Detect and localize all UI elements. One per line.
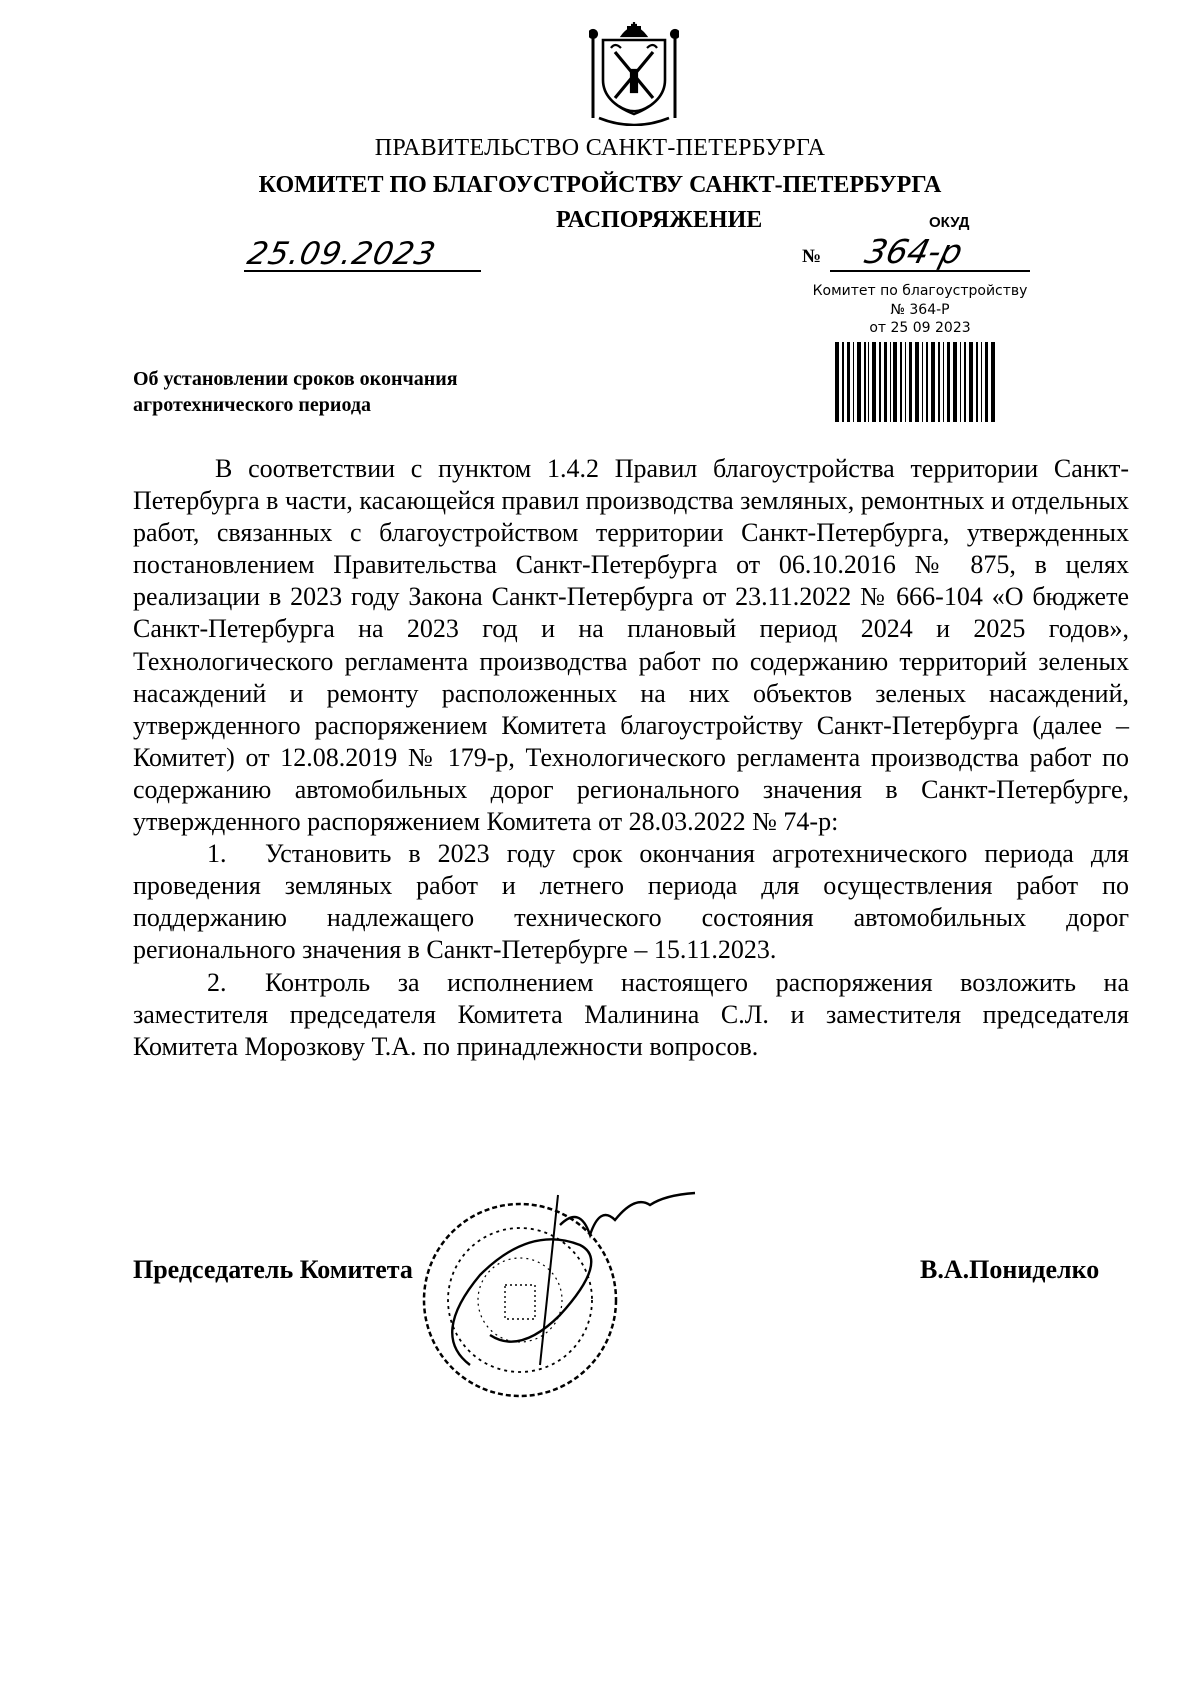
government-name: ПРАВИТЕЛЬСТВО САНКТ-ПЕТЕРБУРГА (374, 135, 826, 161)
number-sign: № (802, 246, 822, 267)
item-number: 2. (207, 967, 227, 997)
preamble-paragraph: В соответствии с пунктом 1.4.2 Правил благоустройства территории Санкт-Петербурга в части, касающейся правил производства земляных, ремонтных и отдельных работ, связанных с благоустройством территории Санкт-Петербурга, утвержденных постановлением Правительства Санкт-Петербурга от 06.10.2016 № 875, в целях реализации в 2023 году Закона Санкт-Петербурга от 23.11.2022 № 666-104 «О бюджете Санкт-Петербурга на 2023 год и на плановый период 2024 и 2025 годов», Технологического регламента производства работ по содержанию территорий зеленых насаждений и ремонту расположенных на них объектов зеленых насаждений, утвержденного распоряжением Комитета благоустройству Санкт-Петербурга (далее – Комитет) от 12.08.2019 № 179-р, Технологического регламента производства работ по содержанию автомобильных дорог регионального значения в Санкт-Петербурге, утвержденного распоряжением Комитета от 28.03.2022 № 74-р: (133, 454, 1129, 837)
issue-date-field (244, 238, 481, 272)
order-item-1 (133, 838, 1129, 966)
order-item-2 (133, 967, 1129, 1063)
signatory-position: Председатель Комитета (133, 1255, 413, 1284)
document-number-field (830, 232, 1030, 272)
document-number-handwritten: 364-р (861, 232, 967, 271)
barcode (835, 342, 997, 422)
committee-name: КОМИТЕТ ПО БЛАГОУСТРОЙСТВУ САНКТ-ПЕТЕРБУРГА (258, 172, 942, 198)
item-number: 1. (207, 839, 227, 869)
official-seal (410, 1165, 720, 1445)
signatory-name: В.А.Пониделко (920, 1255, 1100, 1284)
subject-line-1: Об установлении сроков окончания (133, 368, 458, 390)
issue-date-handwritten: 25.09.2023 (244, 236, 440, 272)
document-body (133, 453, 1129, 1063)
coat-of-arms-emblem (589, 22, 679, 126)
subject-line-2: агротехнического периода (133, 394, 371, 416)
registration-stamp-line-1: Комитет по благоустройству (812, 283, 1028, 299)
item-text: Контроль за исполнением настоящего распоряжения возложить на заместителя председателя Комитета Малинина С.Л. и заместителя председателя Комитета Морозкову Т.А. по принадлежности вопросов. (133, 967, 1129, 1061)
registration-stamp-line-2: № 364-Р (890, 302, 950, 318)
okud-label: ОКУД (929, 214, 970, 231)
registration-stamp-line-3: от 25 09 2023 (869, 320, 971, 336)
item-text: Установить в 2023 году срок окончания агротехнического периода для проведения земляных работ и летнего периода для осуществления работ по поддержанию надлежащего технического состояния автомобильных дорог регионального значения в Санкт-Петербурге – 15.11.2023. (133, 839, 1129, 965)
document-type: РАСПОРЯЖЕНИЕ (556, 207, 763, 233)
document-subject (133, 366, 458, 418)
